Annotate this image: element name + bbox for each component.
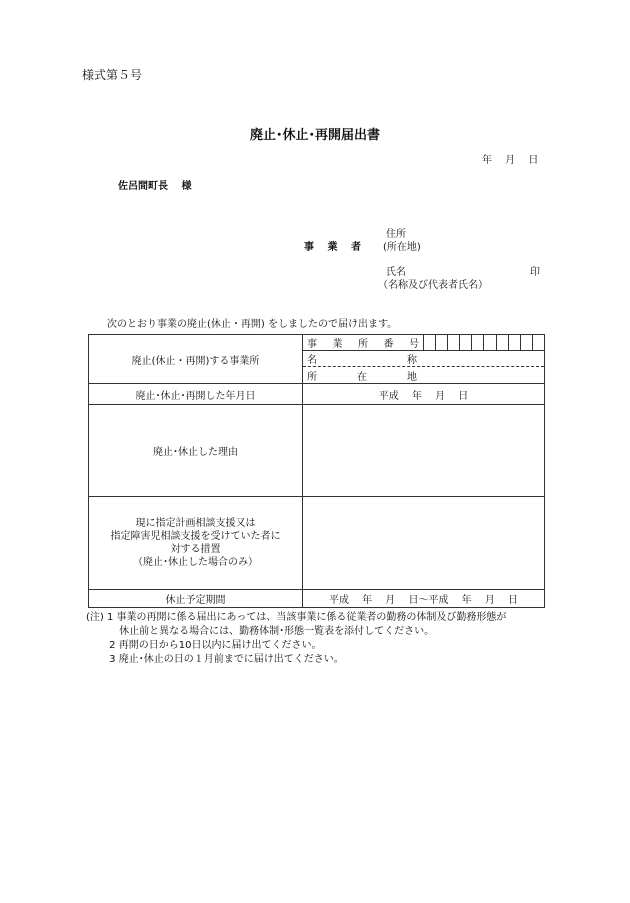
number-char: 業 (332, 339, 343, 350)
digit-box[interactable] (520, 335, 532, 350)
digit-box[interactable] (508, 335, 520, 350)
facility-number-cell (303, 335, 545, 351)
digit-box[interactable] (459, 335, 471, 350)
seal-mark: 印 (530, 267, 540, 278)
note-line: 休止前と異なる場合には、勤務体制･形態一覧表を添付してください。 (86, 626, 435, 637)
date-value-cell[interactable] (303, 384, 545, 405)
facility-number-boxes[interactable] (423, 335, 544, 350)
notification-table (88, 334, 545, 608)
facility-name-cell[interactable] (303, 351, 545, 367)
digit-box[interactable] (483, 335, 495, 350)
measures-label-line: 現に指定計画相談支援又は (135, 518, 256, 529)
digit-box[interactable] (471, 335, 483, 350)
note-line: 2 再開の日から10日以内に届け出てください。 (86, 640, 322, 651)
digit-box[interactable] (423, 335, 435, 350)
digit-box[interactable] (447, 335, 459, 350)
address-label: 住所 (386, 229, 406, 240)
period-label-cell (89, 590, 303, 608)
date-label-cell (89, 384, 303, 405)
period-value-cell[interactable] (303, 590, 545, 608)
measures-label-line: （廃止･休止した場合のみ） (133, 557, 258, 568)
notes-section (86, 611, 506, 667)
note-line: 3 廃止･休止の日の１月前までに届け出てください。 (86, 654, 344, 665)
period-label: 休止予定期間 (165, 595, 226, 606)
reason-value-cell[interactable] (303, 405, 545, 497)
reason-label-cell (89, 405, 303, 497)
period-value: 平成 年 月 日～平成 年 月 日 (328, 595, 519, 606)
intro-text: 次のとおり事業の廃止(休止・再開) をしましたので届け出ます。 (107, 319, 398, 330)
date-line: 年 月 日 (482, 155, 539, 166)
date-label: 廃止･休止･再開した年月日 (135, 390, 256, 402)
number-char: 事 (307, 339, 317, 350)
business-operator-label: 事 業 者 (304, 242, 361, 253)
reason-label: 廃止･休止した理由 (153, 447, 238, 458)
measures-value-cell[interactable] (303, 497, 545, 590)
measures-label-line: 指定障害児相談支援を受けていた者に (110, 531, 281, 542)
digit-box[interactable] (532, 335, 544, 350)
number-char: 番 (383, 339, 394, 350)
number-char: 号 (409, 339, 419, 350)
location-char: 地 (407, 371, 417, 383)
facility-location-cell[interactable] (303, 367, 545, 384)
location-char: 在 (357, 371, 367, 383)
facility-label: 廃止(休止・再開)する事業所 (131, 355, 260, 367)
measures-label-line: 対する措置 (170, 544, 221, 555)
address-paren: (所在地) (383, 242, 421, 253)
name-paren: （名称及び代表者氏名） (378, 280, 488, 291)
addressee: 佐呂間町長 様 (118, 181, 192, 192)
note-line: (注) 1 事業の再開に係る届出にあっては、当該事業に係る従業者の勤務の体制及び勤務形態が (86, 612, 507, 623)
location-char: 所 (307, 371, 317, 383)
name-char: 称 (407, 355, 417, 366)
facility-label-cell (89, 335, 303, 384)
page-title: 廃止･休止･再開届出書 (249, 128, 380, 143)
measures-label-cell (89, 497, 303, 590)
number-char: 所 (358, 339, 368, 350)
date-value: 平成 年 月 日 (378, 390, 469, 402)
facility-number-label (303, 335, 423, 350)
form-number: 様式第５号 (82, 68, 143, 82)
digit-box[interactable] (496, 335, 508, 350)
name-char: 名 (307, 355, 317, 366)
digit-box[interactable] (435, 335, 447, 350)
name-label: 氏名 (386, 267, 406, 278)
